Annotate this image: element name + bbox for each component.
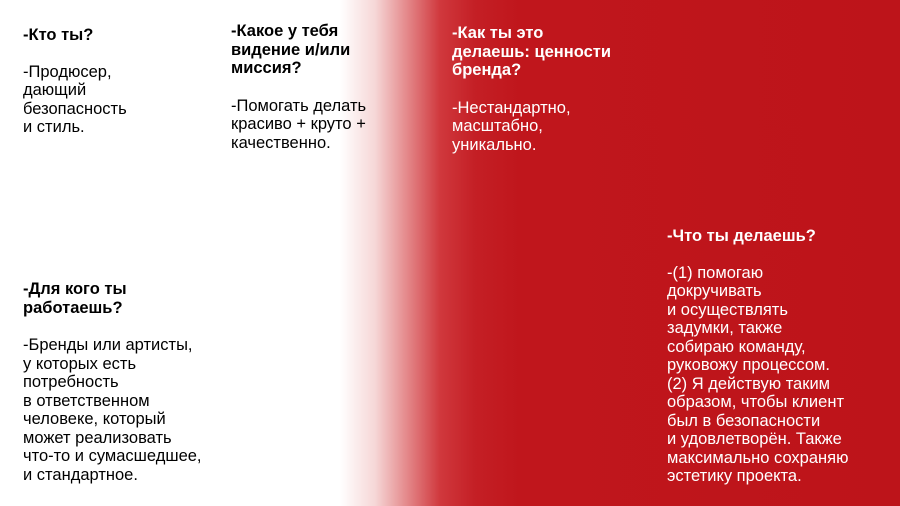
values-question: -Как ты это делаешь: ценности бренда?	[452, 24, 611, 79]
work-question: -Что ты делаешь?	[667, 227, 816, 245]
audience-block	[23, 280, 253, 484]
who-answer: -Продюсер, дающий безопасность и стиль.	[23, 62, 127, 136]
values-answer: -Нестандартно, масштабно, уникально.	[452, 98, 571, 154]
work-block	[667, 227, 897, 486]
vision-answer: -Помогать делать красиво + круто + качественно.	[231, 96, 367, 152]
audience-question: -Для кого ты работаешь?	[23, 280, 127, 317]
vision-block	[231, 22, 431, 152]
audience-answer: -Бренды или артисты, у которых есть потребность в ответственном человеке, который может реализовать что-то и сумасшедшее, и стандартное.	[23, 336, 202, 484]
who-question: -Кто ты?	[23, 26, 94, 44]
work-answer: -(1) помогаю докручивать и осуществлять задумки, также собираю команду, руковожу процессом. (2) Я действую таким образом, чтобы клиент был в безопасности и удовлетворён. Также максимально сохраняю эстетику проекта.	[667, 263, 849, 485]
who-block	[23, 26, 213, 137]
vision-question: -Какое у тебя видение и/или миссия?	[231, 22, 351, 77]
values-block	[452, 24, 682, 154]
